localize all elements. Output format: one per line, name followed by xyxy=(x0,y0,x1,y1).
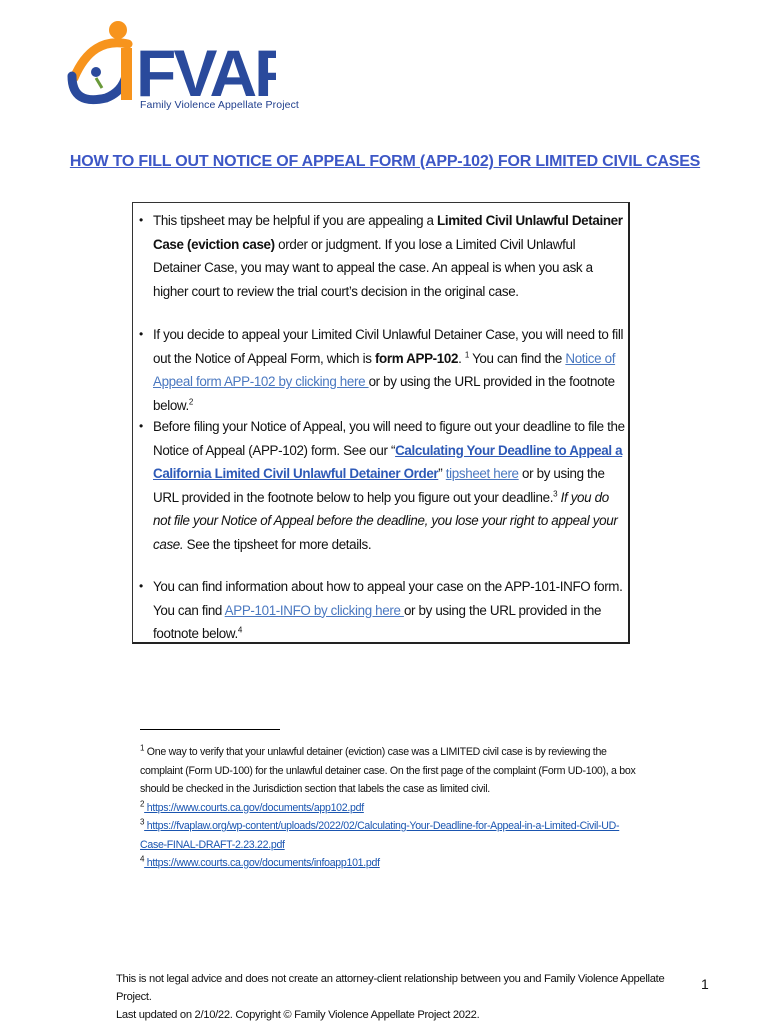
tip-item: • This tipsheet may be helpful if you are appealing a Limited Civil Unlawful Detainer Case (eviction case) order or judgment. If you lose a Limited Civil Unlawful Detainer Case, you may want to appeal the case. An appeal is when you ask a higher court to review the trial court’s decision in the original case. xyxy=(153,209,626,303)
logo-tagline: Family Violence Appellate Project xyxy=(140,99,299,111)
footnote-4-url[interactable]: https://www.courts.ca.gov/documents/infoapp101.pdf xyxy=(144,857,380,869)
bullet-icon: • xyxy=(139,579,143,593)
footnote-divider xyxy=(140,729,280,730)
tip-item: • If you decide to appeal your Limited Civil Unlawful Detainer Case, you will need to fill out the Notice of Appeal Form, which is form APP-102. $^1$ You can find the Notice of Appeal form APP-102 by clicking here or by using the URL provided in the footnote below.$^2$ xyxy=(153,323,626,417)
app102-link[interactable]: Notice of Appeal form APP-102 by clicking here xyxy=(153,350,616,389)
page-title: HOW TO FILL OUT NOTICE OF APPEAL FORM (APP-102) FOR LIMITED CIVIL CASES xyxy=(69,153,701,170)
footer-copyright: Last updated on 2/10/22. Copyright © Family Violence Appellate Project 2022. xyxy=(116,1009,480,1021)
bullet-icon: • xyxy=(139,213,143,227)
tipsheet-here-link[interactable]: tipsheet here xyxy=(445,466,519,481)
footnote-2: $^2$ https://www.courts.ca.gov/documents/app102.pdf xyxy=(140,798,364,814)
tip-item: • Before filing your Notice of Appeal, you will need to figure out your deadline to file the Notice of Appeal (APP-102) form. See our “Calculating Your Deadline to Appeal a California Limited Civil Unlawful Detainer Order” tipsheet here or by using the URL provided in the footnote below to help you figure out your deadline.$^3$ If you do not file your Notice of Appeal before the deadline, you lose your right to appeal your case. See the tipsheet for more details. xyxy=(153,415,626,556)
svg-text:FVAP: FVA xyxy=(136,36,255,110)
bullet-icon: • xyxy=(139,419,143,433)
app101-info-link[interactable]: APP-101-INFO by clicking here xyxy=(224,602,404,618)
footnotes xyxy=(140,743,640,873)
tip-item: • You can find information about how to appeal your case on the APP-101-INFO form. You can find APP-101-INFO by clicking here or by using the URL provided in the footnote below.$^4$ xyxy=(153,575,626,646)
deadline-tipsheet-link[interactable]: Calculating Your Deadline to Appeal a California Limited Civil Unlawful Detainer Order xyxy=(153,442,623,481)
bullet-icon: • xyxy=(139,327,143,341)
footnote-2-url[interactable]: https://www.courts.ca.gov/documents/app102.pdf xyxy=(144,801,364,814)
footnote-3: $^3$ https://fvaplaw.org/wp-content/uploads/2022/02/Calculating-Your-Deadline-for-Appeal-in-a-Limited-Civil-UD-Case-FINAL-DRAFT-2.23.22.pdf xyxy=(140,817,620,851)
footnote-4: $^4$ https://www.courts.ca.gov/documents/infoapp101.pdf xyxy=(140,854,380,869)
tips-box xyxy=(132,202,630,644)
footnote-3-url[interactable]: https://fvaplaw.org/wp-content/uploads/2022/02/Calculating-Your-Deadline-for-Appeal-in-a-Limited-Civil-UD-Case-FINAL-DRAFT-2.23.22.pdf xyxy=(140,820,620,851)
page-number: 1 xyxy=(701,976,709,992)
page-footer xyxy=(116,970,676,1024)
footer-disclaimer: This is not legal advice and does not create an attorney-client relationship between you and Family Violence Appellate Project. xyxy=(116,973,665,1003)
footnote-1: $^1$ One way to verify that your unlawful detainer (eviction) case was a LIMITED civil case is by reviewing the complaint (Form UD-100) for the unlawful detainer case. On the first page of the complaint (Form UD-100), a box should be checked in the Jurisdiction section that labels the case as limited civil. xyxy=(140,743,636,795)
